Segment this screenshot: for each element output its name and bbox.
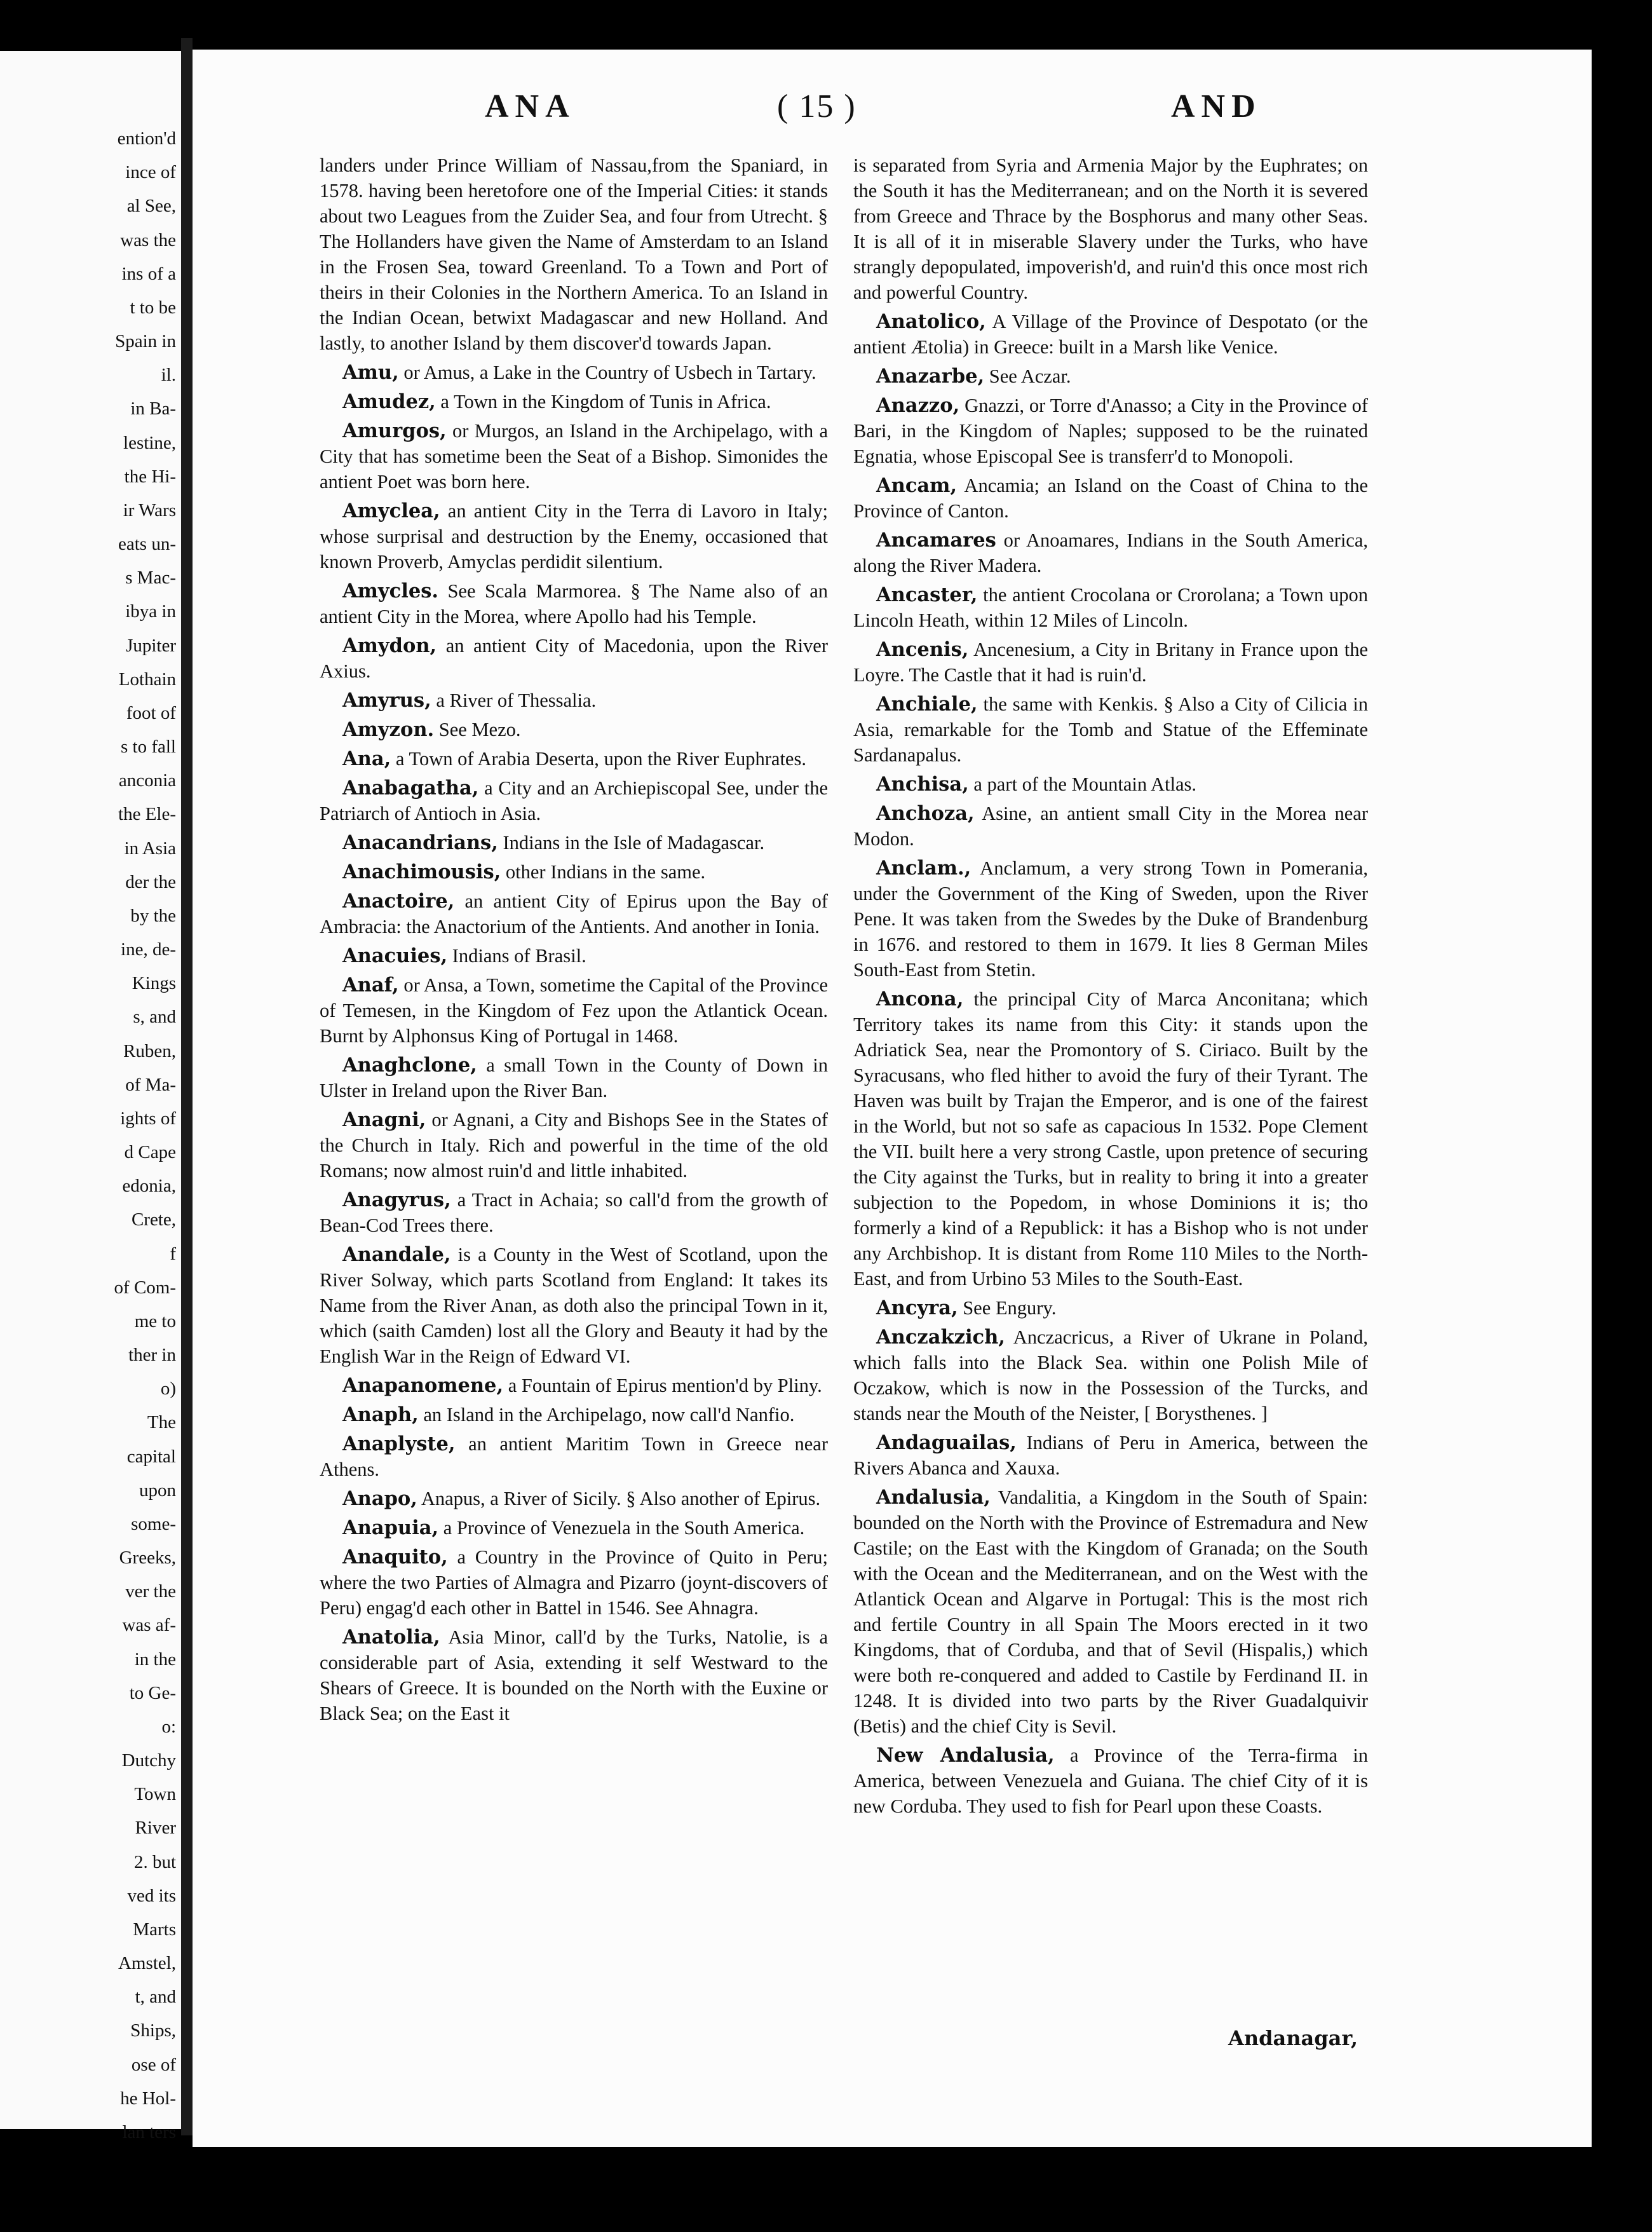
prev-page-fragment: Ruben, [123, 1040, 176, 1061]
entry-text: is separated from Syria and Armenia Major by the Euphrates; on the South it has the Mediterranean; and on the North it is severed from Greece and Thrace by the Bosphorus and many other Seas. It is all of it in miserable Slavery under the Turks, who have strangly depopulated, impoverish'd, and ruin'd this once most rich and powerful Country. [853, 154, 1368, 303]
entry-text: or Anoamares, Indians in the South America, along the River Madera. [853, 529, 1368, 576]
prev-page-fragment: s, and [133, 1007, 176, 1028]
entry-headword: Anagyrus, [342, 1188, 451, 1211]
dictionary-entry [320, 775, 828, 826]
prev-page-fragment: to Ge- [129, 1682, 176, 1703]
entry-headword: Amyzon. [342, 718, 435, 741]
prev-page-fragment: Spain in [115, 331, 176, 351]
prev-page-fragment: the Hi- [124, 466, 176, 487]
dictionary-entry [853, 527, 1368, 578]
entry-headword: Ana, [342, 747, 391, 770]
prev-page-fragment: upon [139, 1480, 176, 1500]
prev-page-fragment: The [147, 1412, 176, 1433]
dictionary-entry [853, 855, 1368, 983]
prev-page-fragment: t to be [130, 297, 176, 318]
entry-headword: Anaplyste, [342, 1432, 456, 1455]
dictionary-entry [853, 637, 1368, 688]
entry-headword: Amycles. [342, 580, 439, 602]
entry-text: landers under Prince William of Nassau,from the Spaniard, in 1578. having been heretofore one of the Imperial Cities: it stands about two Leagues from the Zuider Sea, and four from Utrecht. § The Hollanders have given the Name of Amsterdam to an Island in the Frosen Sea, toward Greenland. To a Town and Port of theirs in their Colonies in the Northern America. To an Island in the Indian Ocean, betwixt Madagascar and new Holland. And lastly, to another Island by them discover'd towards Japan. [320, 154, 828, 354]
entry-headword: Amurgos, [342, 419, 447, 442]
prev-page-fragment: Jupiter [126, 635, 176, 656]
prev-page-fragment: me to [134, 1310, 176, 1331]
entry-headword: Amyclea, [342, 500, 440, 522]
entry-text: an Island in the Archipelago, now call'd Nanfio. [423, 1404, 795, 1426]
entry-text: Anclamum, a very strong Town in Pomerania, under the Government of the King of Sweden, upon the River Pene. It was taken from the Swedes by the Duke of Brandenburg in 1676. and restored to them in 1679. It lies 8 German Miles South-East from Stetin. [853, 857, 1368, 981]
dictionary-entry [320, 1052, 828, 1103]
dictionary-entry [320, 688, 828, 713]
entry-headword: Anaquito, [342, 1546, 448, 1569]
prev-page-fragment: Crete, [131, 1209, 176, 1230]
dictionary-entry [320, 943, 828, 969]
entry-headword: Amyrus, [342, 689, 431, 712]
book-gutter [181, 38, 193, 2135]
entry-text: See Aczar. [989, 365, 1071, 387]
dictionary-entry [853, 364, 1368, 389]
dictionary-entry [320, 633, 828, 684]
prev-page-fragment: Dutchy [121, 1750, 176, 1771]
dictionary-entry [320, 578, 828, 629]
prev-page-fragment: lan ters [122, 2121, 176, 2142]
entry-text: a Fountain of Epirus mention'd by Pliny. [508, 1375, 822, 1396]
dictionary-entry [320, 1624, 828, 1726]
entry-headword: Andaguailas, [876, 1431, 1017, 1454]
prev-page-fragment: t, and [135, 1987, 176, 2008]
prev-page-fragment: of Com- [114, 1277, 176, 1298]
prev-page-fragment: ved its [127, 1885, 176, 1906]
entry-headword: Anacandrians, [342, 831, 498, 854]
entry-text: other Indians in the same. [505, 861, 706, 883]
prev-page-fragment: o) [160, 1378, 176, 1399]
prev-page-fragment: by the [130, 905, 176, 926]
entry-text: Indians of Brasil. [452, 945, 586, 967]
right-column [853, 153, 1368, 1823]
entry-headword: Anapanomene, [342, 1374, 504, 1397]
dictionary-entry [320, 859, 828, 885]
dictionary-entry [320, 498, 828, 575]
entry-text: Ancenesium, a City in Britany in France upon the Loyre. The Castle that it had is ruin'd. [853, 639, 1368, 686]
entry-text: an antient Maritim Town in Greece near Athens. [320, 1433, 828, 1480]
entry-text: or Murgos, an Island in the Archipelago, with a City that has sometime been the Seat of a Bishop. Simonides the antient Poet was born here. [320, 420, 828, 493]
entry-headword: Ancona, [876, 988, 964, 1011]
prev-page-fragment: ine, de- [121, 939, 176, 960]
prev-page-fragment: Lothain [118, 669, 176, 690]
dictionary-entry [853, 1324, 1368, 1426]
entry-text: an antient City in the Terra di Lavoro in Italy; whose surprisal and destruction by the Enemy, occasioned that known Proverb, Amyclas perdidit silentium. [320, 500, 828, 573]
entry-text: a River of Thessalia. [436, 690, 597, 711]
prev-page-fragment: Greeks, [119, 1548, 176, 1568]
entry-text: a Town of Arabia Deserta, upon the River Euphrates. [395, 748, 806, 770]
entry-headword: Anazzo, [876, 394, 960, 417]
entry-headword: Amudez, [342, 390, 436, 413]
entry-text: a Tract in Achaia; so call'd from the growth of Bean-Cod Trees there. [320, 1189, 828, 1236]
prev-page-fragment: ention'd [117, 128, 176, 149]
entry-text: a Province of Venezuela in the South America. [443, 1517, 805, 1539]
entry-headword: Amu, [342, 361, 399, 384]
prev-page-fragment: 2. but [133, 1851, 176, 1872]
dictionary-entry [320, 389, 828, 414]
entry-headword: Anactoire, [342, 890, 455, 913]
entry-headword: Ancam, [876, 474, 958, 497]
entry-text: or Amus, a Lake in the Country of Usbech in Tartary. [403, 362, 816, 383]
entry-text: a part of the Mountain Atlas. [973, 773, 1197, 795]
entry-text: See Scala Marmorea. § The Name also of an antient City in the Morea, where Apollo had his Temple. [320, 580, 829, 627]
dictionary-entry [320, 360, 828, 385]
header-left: ANA [485, 88, 576, 125]
entry-headword: Anazarbe, [876, 365, 985, 388]
entry-headword: Anapuia, [342, 1516, 439, 1539]
entry-text: Asine, an antient small City in the Morea near Modon. [853, 803, 1368, 850]
dictionary-entry [853, 582, 1368, 633]
dictionary-entry [853, 801, 1368, 852]
prev-page-fragment: eats un- [118, 534, 176, 554]
entry-headword: Anczakzich, [876, 1326, 1005, 1349]
dictionary-entry [853, 393, 1368, 469]
entry-headword: Anchisa, [876, 773, 969, 796]
entry-text: an antient City of Macedonia, upon the River Axius. [320, 635, 828, 682]
dictionary-entry [853, 691, 1368, 768]
entry-text: Indians in the Isle of Madagascar. [503, 832, 765, 854]
dictionary-entry [320, 1242, 828, 1369]
dictionary-entry [853, 986, 1368, 1291]
left-column [320, 153, 828, 1730]
entry-text: a Province of the Terra-firma in America, between Venezuela and Guiana. The chief City of it is new Corduba. They used to fish for Pearl upon these Coasts. [853, 1745, 1368, 1817]
entry-text: a small Town in the County of Down in Ulster in Ireland upon the River Ban. [320, 1054, 829, 1101]
entry-text: the antient Crocolana or Crorolana; a Town upon Lincoln Heath, within 12 Miles of Lincoln. [853, 584, 1368, 631]
prev-page-fragment: ins of a [121, 263, 176, 284]
entry-text: the principal City of Marca Anconitana; which Territory takes its name from this City: it stands upon the Adriatick Sea, near the Promontory of S. Ciriaco. Built by the Syracusans, who fled hither to avoid the fury of their Tyrant. The Haven was built by Trajan the Emperor, and is one of the fairest in the World, but not so safe as capacious In 1532. Pope Clement the VII. built here a very strong Castle, upon pretence of securing the City against the Turks, but in reality to bring it into a greater subjection to the Popedom, in whose Dominions it is; tho formerly a kind of a Republick: it has a Bishop who is not under any Archbishop. It is distant from Rome 110 Miles to the North-East, and from Urbino 53 Miles to the South-East. [853, 988, 1368, 1290]
prev-page-fragment: anconia [118, 770, 176, 791]
entry-text: the same with Kenkis. § Also a City of Cilicia in Asia, remarkable for the Tomb and Statue of the Effeminate Sardanapalus. [853, 693, 1368, 766]
dictionary-entry [320, 1431, 828, 1482]
dictionary-entry [853, 772, 1368, 797]
entry-text: or Ansa, a Town, sometime the Capital of the Province of Temesen, in the Kingdom of Fez upon the Atlantick Ocean. Burnt by Alphonsus King of Portugal in 1468. [320, 974, 829, 1047]
entry-headword: Amydon, [342, 634, 437, 657]
entry-headword: Anchoza, [876, 802, 975, 825]
entry-text: See Mezo. [438, 719, 521, 740]
prev-page-fragment: al See, [126, 196, 176, 217]
page [193, 50, 1592, 2147]
dictionary-entry [320, 1373, 828, 1398]
prev-page-fragment: some- [131, 1513, 176, 1534]
catchword: Andanagar, [1228, 2026, 1358, 2050]
prev-page-fragment: foot of [126, 702, 176, 723]
entry-headword: Anabagatha, [342, 777, 479, 800]
entry-headword: Ancaster, [876, 583, 978, 606]
dictionary-entry [320, 1544, 828, 1621]
dictionary-entry [853, 1295, 1368, 1321]
prev-page-fragment: was the [120, 229, 176, 250]
prev-page-fragment: Marts [133, 1919, 176, 1940]
entry-text: Vandalitia, a Kingdom in the South of Spain: bounded on the North with the Province of Estremadura and New Castile; on the East with the Kingdom of Granada; on the South with the Ocean and the Mediterranean, and on the West with the Atlantick Ocean and Algarve in Portugal: This is the most rich and fertile Country in all Spain The Moors erected in it two Kingdoms, that of Corduba, and that of Sevil (Hispalis,) which were both re-conquered and added to Castile by Ferdinand II. in 1248. It is divided into two parts by the River Guadalquivir (Betis) and the chief City is Sevil. [853, 1487, 1368, 1737]
prev-page-fragment: der the [125, 871, 176, 892]
entry-text: A Village of the Province of Despotato (or the antient Ætolia) in Greece: built in a Marsh like Venice. [853, 311, 1369, 358]
prev-page-fragment: in Asia [124, 838, 176, 859]
prev-page-fragment: ose of [131, 2054, 176, 2075]
entry-headword: Ancenis, [876, 638, 969, 661]
prev-page-fragment: Ships, [130, 2020, 176, 2041]
prev-page-fragment: s Mac- [125, 568, 176, 589]
dictionary-entry [320, 746, 828, 772]
prev-page-fragment: edonia, [122, 1176, 176, 1197]
dictionary-entry [853, 1485, 1368, 1739]
entry-headword: Anagni, [342, 1108, 426, 1131]
page-number: ( 15 ) [777, 88, 856, 125]
entry-text: Anapus, a River of Sicily. § Also another of Epirus. [421, 1488, 821, 1509]
entry-text: See Engury. [963, 1297, 1057, 1319]
dictionary-entry [320, 717, 828, 742]
entry-text: Asia Minor, call'd by the Turks, Natolie, is a considerable part of Asia, extending it self Westward to the Shears of Greece. It is bounded on the North with the Euxine or Black Sea; on the East it [320, 1626, 828, 1724]
dictionary-entry [320, 418, 828, 494]
entry-text: Gnazzi, or Torre d'Anasso; a City in the Province of Bari, in the Kingdom of Naples; supposed to be the ruinated Egnatia, whose Episcopal See is transferr'd to Monopoli. [853, 395, 1368, 467]
prev-page-fragment: o: [161, 1716, 176, 1737]
entry-headword: Anachimousis, [342, 861, 501, 883]
header-right: AND [1171, 88, 1262, 125]
prev-page-fragment: River [135, 1818, 176, 1839]
prev-page-fragment: il. [161, 365, 176, 386]
dictionary-entry [320, 1515, 828, 1541]
entry-headword: Anacuies, [342, 944, 448, 967]
entry-headword: Anaph, [342, 1403, 419, 1426]
dictionary-entry [853, 473, 1368, 524]
entry-headword: Anaghclone, [342, 1054, 477, 1077]
prev-page-fragment: Town [134, 1784, 176, 1805]
prev-page-fragment: Amstel, [118, 1953, 176, 1973]
dictionary-entry [320, 830, 828, 855]
prev-page-fragment: was af- [122, 1615, 176, 1636]
dictionary-entry [853, 309, 1368, 360]
prev-page-fragment: Kings [132, 973, 176, 994]
entry-headword: Ancyra, [876, 1296, 958, 1319]
prev-page-fragment: the Ele- [118, 804, 176, 825]
prev-page-fragment: in the [134, 1649, 176, 1670]
prev-page-fragment: of Ma- [125, 1074, 176, 1095]
dictionary-entry [320, 1107, 828, 1183]
dictionary-entry [320, 972, 828, 1049]
prev-page-fragment: ir Wars [123, 500, 176, 521]
entry-text: is a County in the West of Scotland, upon the River Solway, which parts Scotland from England: It takes its Name from the River Anan, as doth also the principal Town in it, which (saith Camden) lost all the Glory and Beauty it had by the English War in the Reign of Edward VI. [320, 1244, 829, 1367]
prev-page-fragment: d Cape [124, 1142, 176, 1162]
dictionary-entry [853, 153, 1368, 305]
prev-page-fragment: capital [126, 1446, 176, 1467]
entry-headword: New Andalusia, [876, 1744, 1055, 1767]
prev-page-fragment: ther in [128, 1345, 176, 1365]
previous-page-edge [0, 51, 181, 2142]
entry-headword: Anaf, [342, 974, 399, 997]
entry-headword: Andalusia, [876, 1486, 991, 1509]
entry-text: Anczacricus, a River of Ukrane in Poland, which falls into the Black Sea. within one Polish Mile of Oczakow, which is now in the Possession of the Turcks, and stands near the Mouth of the Neister, [ Borysthenes. ] [853, 1326, 1368, 1424]
dictionary-entry [320, 888, 828, 939]
entry-headword: Anandale, [342, 1243, 451, 1266]
dictionary-entry [853, 1430, 1368, 1481]
running-header [193, 88, 1592, 132]
prev-page-fragment: s to fall [121, 737, 176, 757]
prev-page-fragment: f [170, 1243, 176, 1264]
dictionary-entry [320, 1402, 828, 1427]
entry-text: a Town in the Kingdom of Tunis in Africa. [440, 391, 771, 412]
entry-text: a City and an Archiepiscopal See, under the Patriarch of Antioch in Asia. [320, 777, 828, 824]
entry-text: Indians of Peru in America, between the Rivers Abanca and Xauxa. [853, 1432, 1369, 1479]
dictionary-entry [320, 1486, 828, 1511]
prev-page-fragment: lestine, [123, 432, 176, 453]
prev-page-fragment: in Ba- [130, 398, 176, 419]
dictionary-entry [320, 1187, 828, 1238]
dictionary-entry [853, 1743, 1368, 1819]
entry-text: or Agnani, a City and Bishops See in the States of the Church in Italy. Rich and powerful in the time of the old Romans; now almost ruin'd and little inhabited. [320, 1109, 828, 1181]
prev-page-fragment: he Hol- [120, 2088, 176, 2109]
entry-headword: Anatolia, [342, 1626, 440, 1649]
entry-headword: Anapo, [342, 1487, 417, 1510]
dictionary-entry [320, 153, 828, 356]
entry-text: a Country in the Province of Quito in Peru; where the two Parties of Almagra and Pizarro (joynt-discovers of Peru) engag'd each other in Battel in 1546. See Ahnagra. [320, 1546, 829, 1619]
prev-page-fragment: ver the [125, 1581, 176, 1602]
entry-headword: Anchiale, [876, 693, 978, 716]
prev-page-fragment: ibya in [125, 601, 176, 622]
entry-headword: Anatolico, [876, 310, 986, 333]
prev-page-fragment: ince of [125, 162, 176, 183]
entry-headword: Anclam., [876, 857, 972, 880]
entry-text: Ancamia; an Island on the Coast of China to the Province of Canton. [853, 475, 1368, 522]
prev-page-fragment: ights of [120, 1108, 176, 1129]
entry-text: an antient City of Epirus upon the Bay of Ambracia: the Anactorium of the Antients. And another in Ionia. [320, 890, 828, 937]
entry-headword: Ancamares [876, 529, 996, 552]
